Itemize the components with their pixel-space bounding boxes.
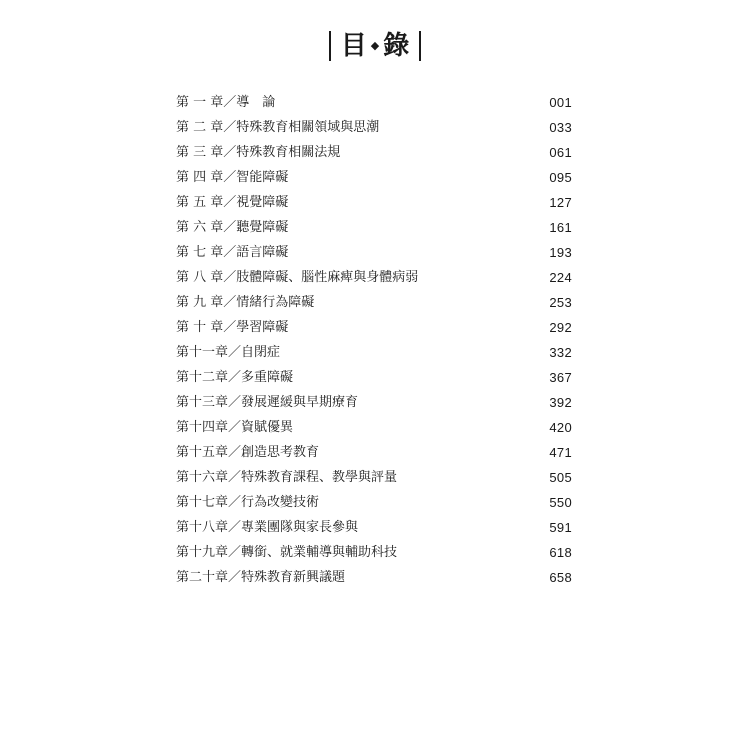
page-number: 033 — [549, 120, 572, 135]
table-of-contents — [176, 90, 572, 590]
toc-row — [176, 240, 572, 265]
toc-row — [176, 340, 572, 365]
toc-row — [176, 290, 572, 315]
page-number: 127 — [549, 195, 572, 210]
page-number: 095 — [549, 170, 572, 185]
chapter-label: 第十七章／行為改變技術 — [176, 495, 320, 510]
chapter-label: 第 二 章／特殊教育相關領域與思潮 — [176, 120, 380, 135]
title-right-bar — [419, 31, 421, 61]
chapter-label: 第十三章／發展遲緩與早期療育 — [176, 395, 359, 410]
toc-row — [176, 440, 572, 465]
chapter-label: 第十九章／轉銜、就業輔導與輔助科技 — [176, 545, 398, 560]
chapter-label: 第十四章／資賦優異 — [176, 420, 294, 435]
title-left-bar — [329, 31, 331, 61]
chapter-label: 第十六章／特殊教育課程、教學與評量 — [176, 470, 398, 485]
toc-row — [176, 90, 572, 115]
page-number: 471 — [549, 445, 572, 460]
page-number: 224 — [549, 270, 572, 285]
chapter-label: 第 九 章／情緒行為障礙 — [176, 295, 315, 310]
chapter-label: 第二十章／特殊教育新興議題 — [176, 570, 346, 585]
page-number: 658 — [549, 570, 572, 585]
chapter-label: 第 七 章／語言障礙 — [176, 245, 289, 260]
chapter-label: 第 十 章／學習障礙 — [176, 320, 289, 335]
toc-row — [176, 140, 572, 165]
toc-row — [176, 190, 572, 215]
toc-row — [176, 265, 572, 290]
toc-row — [176, 540, 572, 565]
page-number: 367 — [549, 370, 572, 385]
chapter-label: 第十八章／專業團隊與家長參與 — [176, 520, 359, 535]
page-number: 332 — [549, 345, 572, 360]
title-char-1: 目 — [340, 31, 367, 61]
chapter-label: 第十五章／創造思考教育 — [176, 445, 320, 460]
toc-row — [176, 365, 572, 390]
toc-row — [176, 415, 572, 440]
page-number: 505 — [549, 470, 572, 485]
chapter-label: 第 一 章／導 論 — [176, 95, 276, 110]
chapter-label: 第 四 章／智能障礙 — [176, 170, 289, 185]
toc-row — [176, 315, 572, 340]
toc-row — [176, 490, 572, 515]
page-number: 061 — [549, 145, 572, 160]
chapter-label: 第 五 章／視覺障礙 — [176, 195, 289, 210]
page-number: 618 — [549, 545, 572, 560]
toc-row — [176, 165, 572, 190]
toc-row — [176, 565, 572, 590]
toc-row — [176, 465, 572, 490]
page-number: 193 — [549, 245, 572, 260]
toc-row — [176, 390, 572, 415]
page-title — [0, 28, 750, 64]
diamond-icon: ◆ — [370, 39, 380, 52]
page-number: 292 — [549, 320, 572, 335]
page-number: 591 — [549, 520, 572, 535]
chapter-label: 第 八 章／肢體障礙、腦性麻痺與身體病弱 — [176, 270, 419, 285]
page-number: 001 — [549, 95, 572, 110]
page-number: 420 — [549, 420, 572, 435]
page-number: 550 — [549, 495, 572, 510]
toc-row — [176, 515, 572, 540]
page-number: 392 — [549, 395, 572, 410]
toc-row — [176, 115, 572, 140]
chapter-label: 第十二章／多重障礙 — [176, 370, 294, 385]
chapter-label: 第 三 章／特殊教育相關法規 — [176, 145, 341, 160]
page-number: 161 — [549, 220, 572, 235]
chapter-label: 第十一章／自閉症 — [176, 345, 281, 360]
toc-row — [176, 215, 572, 240]
chapter-label: 第 六 章／聽覺障礙 — [176, 220, 289, 235]
page-number: 253 — [549, 295, 572, 310]
title-char-2: 錄 — [383, 31, 410, 61]
